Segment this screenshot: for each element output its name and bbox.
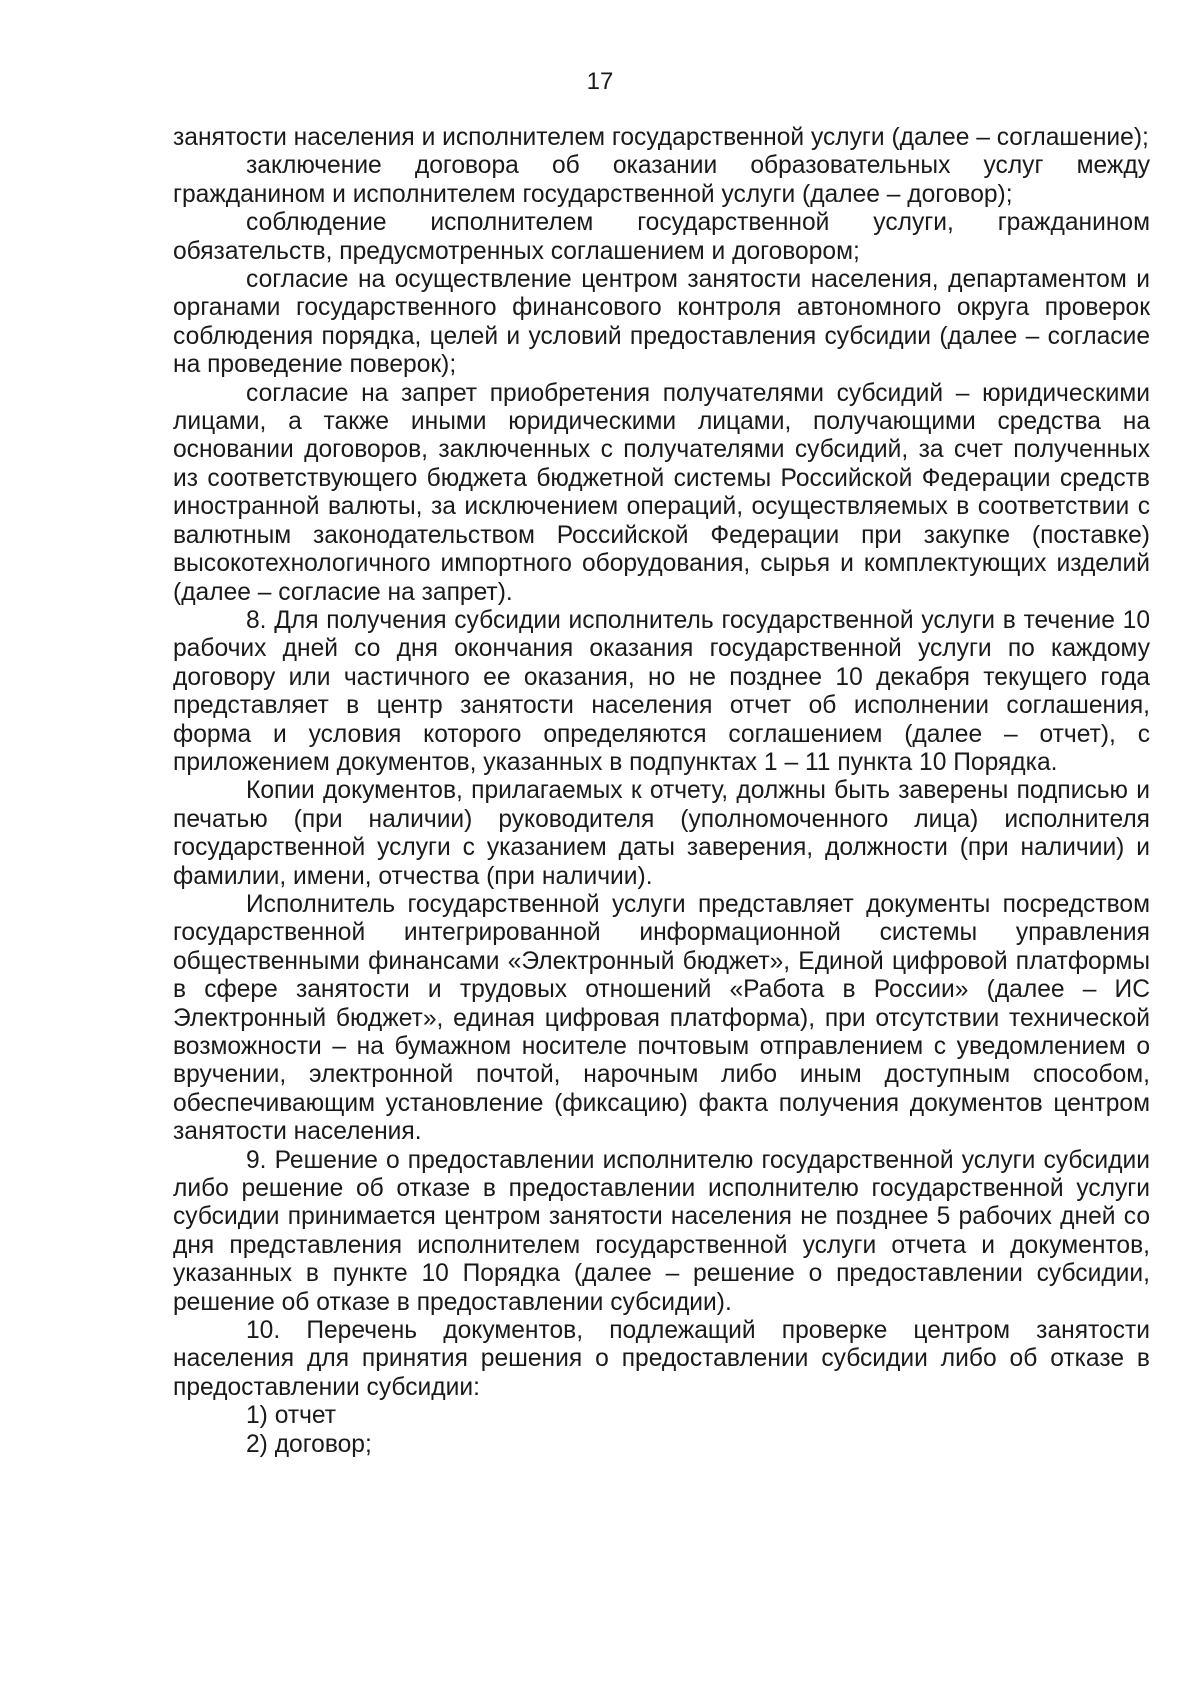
paragraph-item-8: 8. Для получения субсидии исполнитель государственной услуги в течение 10 рабочих дней со дня окончания оказания государственной услуги по каждому договору или частичного ее оказания, но не позднее 10 декабря текущего года представляет в центр занятости населения отчет об исполнении соглашения, форма и условия которого определяются соглашением (далее – отчет), с приложением документов, указанных в подпунктах 1 – 11 пункта 10 Порядка.: [173, 606, 1150, 776]
list-item-report: 1) отчет: [246, 1402, 337, 1430]
paragraph-document-copies: Копии документов, прилагаемых к отчету, должны быть заверены подписью и печатью (при наличии) руководителя (уполномоченного лица) исполнителя государственной услуги с указанием даты заверения, должности (при наличии) и фамилии, имени, отчества (при наличии).: [173, 777, 1150, 890]
paragraph-contract: заключение договора об оказании образовательных услуг между гражданином и исполнителем государственной услуги (далее – договор);: [173, 152, 1150, 208]
paragraph-submission-channels: Исполнитель государственной услуги представляет документы посредством государственной интегрированной информационной системы управления общественными финансами «Электронный бюджет», Единой цифровой платформы в сфере занятости и трудовых отношений «Работа в России» (далее – ИС Электронный бюджет», единая цифровая платформа), при отсутствии технической возможности – на бумажном носителе почтовым отправлением с уведомлением о вручении, электронной почтой, нарочным либо иным доступным способом, обеспечивающим установление (фиксацию) факта получения документов центром занятости населения.: [173, 890, 1150, 1146]
paragraph-currency-ban-consent: согласие на запрет приобретения получателями субсидий – юридическими лицами, а также иными юридическими лицами, получающими средства на основании договоров, заключенных с получателями субсидий, за счет полученных из соответствующего бюджета бюджетной системы Российской Федерации средств иностранной валюты, за исключением операций, осуществляемых в соответствии с валютным законодательством Российской Федерации при закупке (поставке) высокотехнологичного импортного оборудования, сырья и комплектующих изделий (далее – согласие на запрет).: [173, 379, 1150, 606]
paragraph-obligations: соблюдение исполнителем государственной услуги, гражданином обязательств, предусмотренных соглашением и договором;: [173, 209, 1150, 265]
paragraph-agreement-continuation: занятости населения и исполнителем государственной услуги (далее – соглашение);: [173, 124, 1149, 151]
page-number: 17: [586, 68, 614, 95]
paragraph-item-10: 10. Перечень документов, подлежащий проверке центром занятости населения для принятия решения о предоставлении субсидии либо об отказе в предоставлении субсидии:: [173, 1317, 1150, 1401]
paragraph-item-9: 9. Решение о предоставлении исполнителю государственной услуги субсидии либо решение об отказе в предоставлении исполнителю государственной услуги субсидии принимается центром занятости населения не позднее 5 рабочих дней со дня представления исполнителем государственной услуги отчета и документов, указанных в пункте 10 Порядка (далее – решение о предоставлении субсидии, решение об отказе в предоставлении субсидии).: [173, 1146, 1150, 1316]
list-item-contract: 2) договор;: [246, 1430, 372, 1458]
document-body: [173, 124, 1150, 1459]
paragraph-inspection-consent: согласие на осуществление центром занятости населения, департаментом и органами государственного финансового контроля автономного округа проверок соблюдения порядка, целей и условий предоставления субсидии (далее – согласие на проведение поверок);: [173, 266, 1150, 379]
